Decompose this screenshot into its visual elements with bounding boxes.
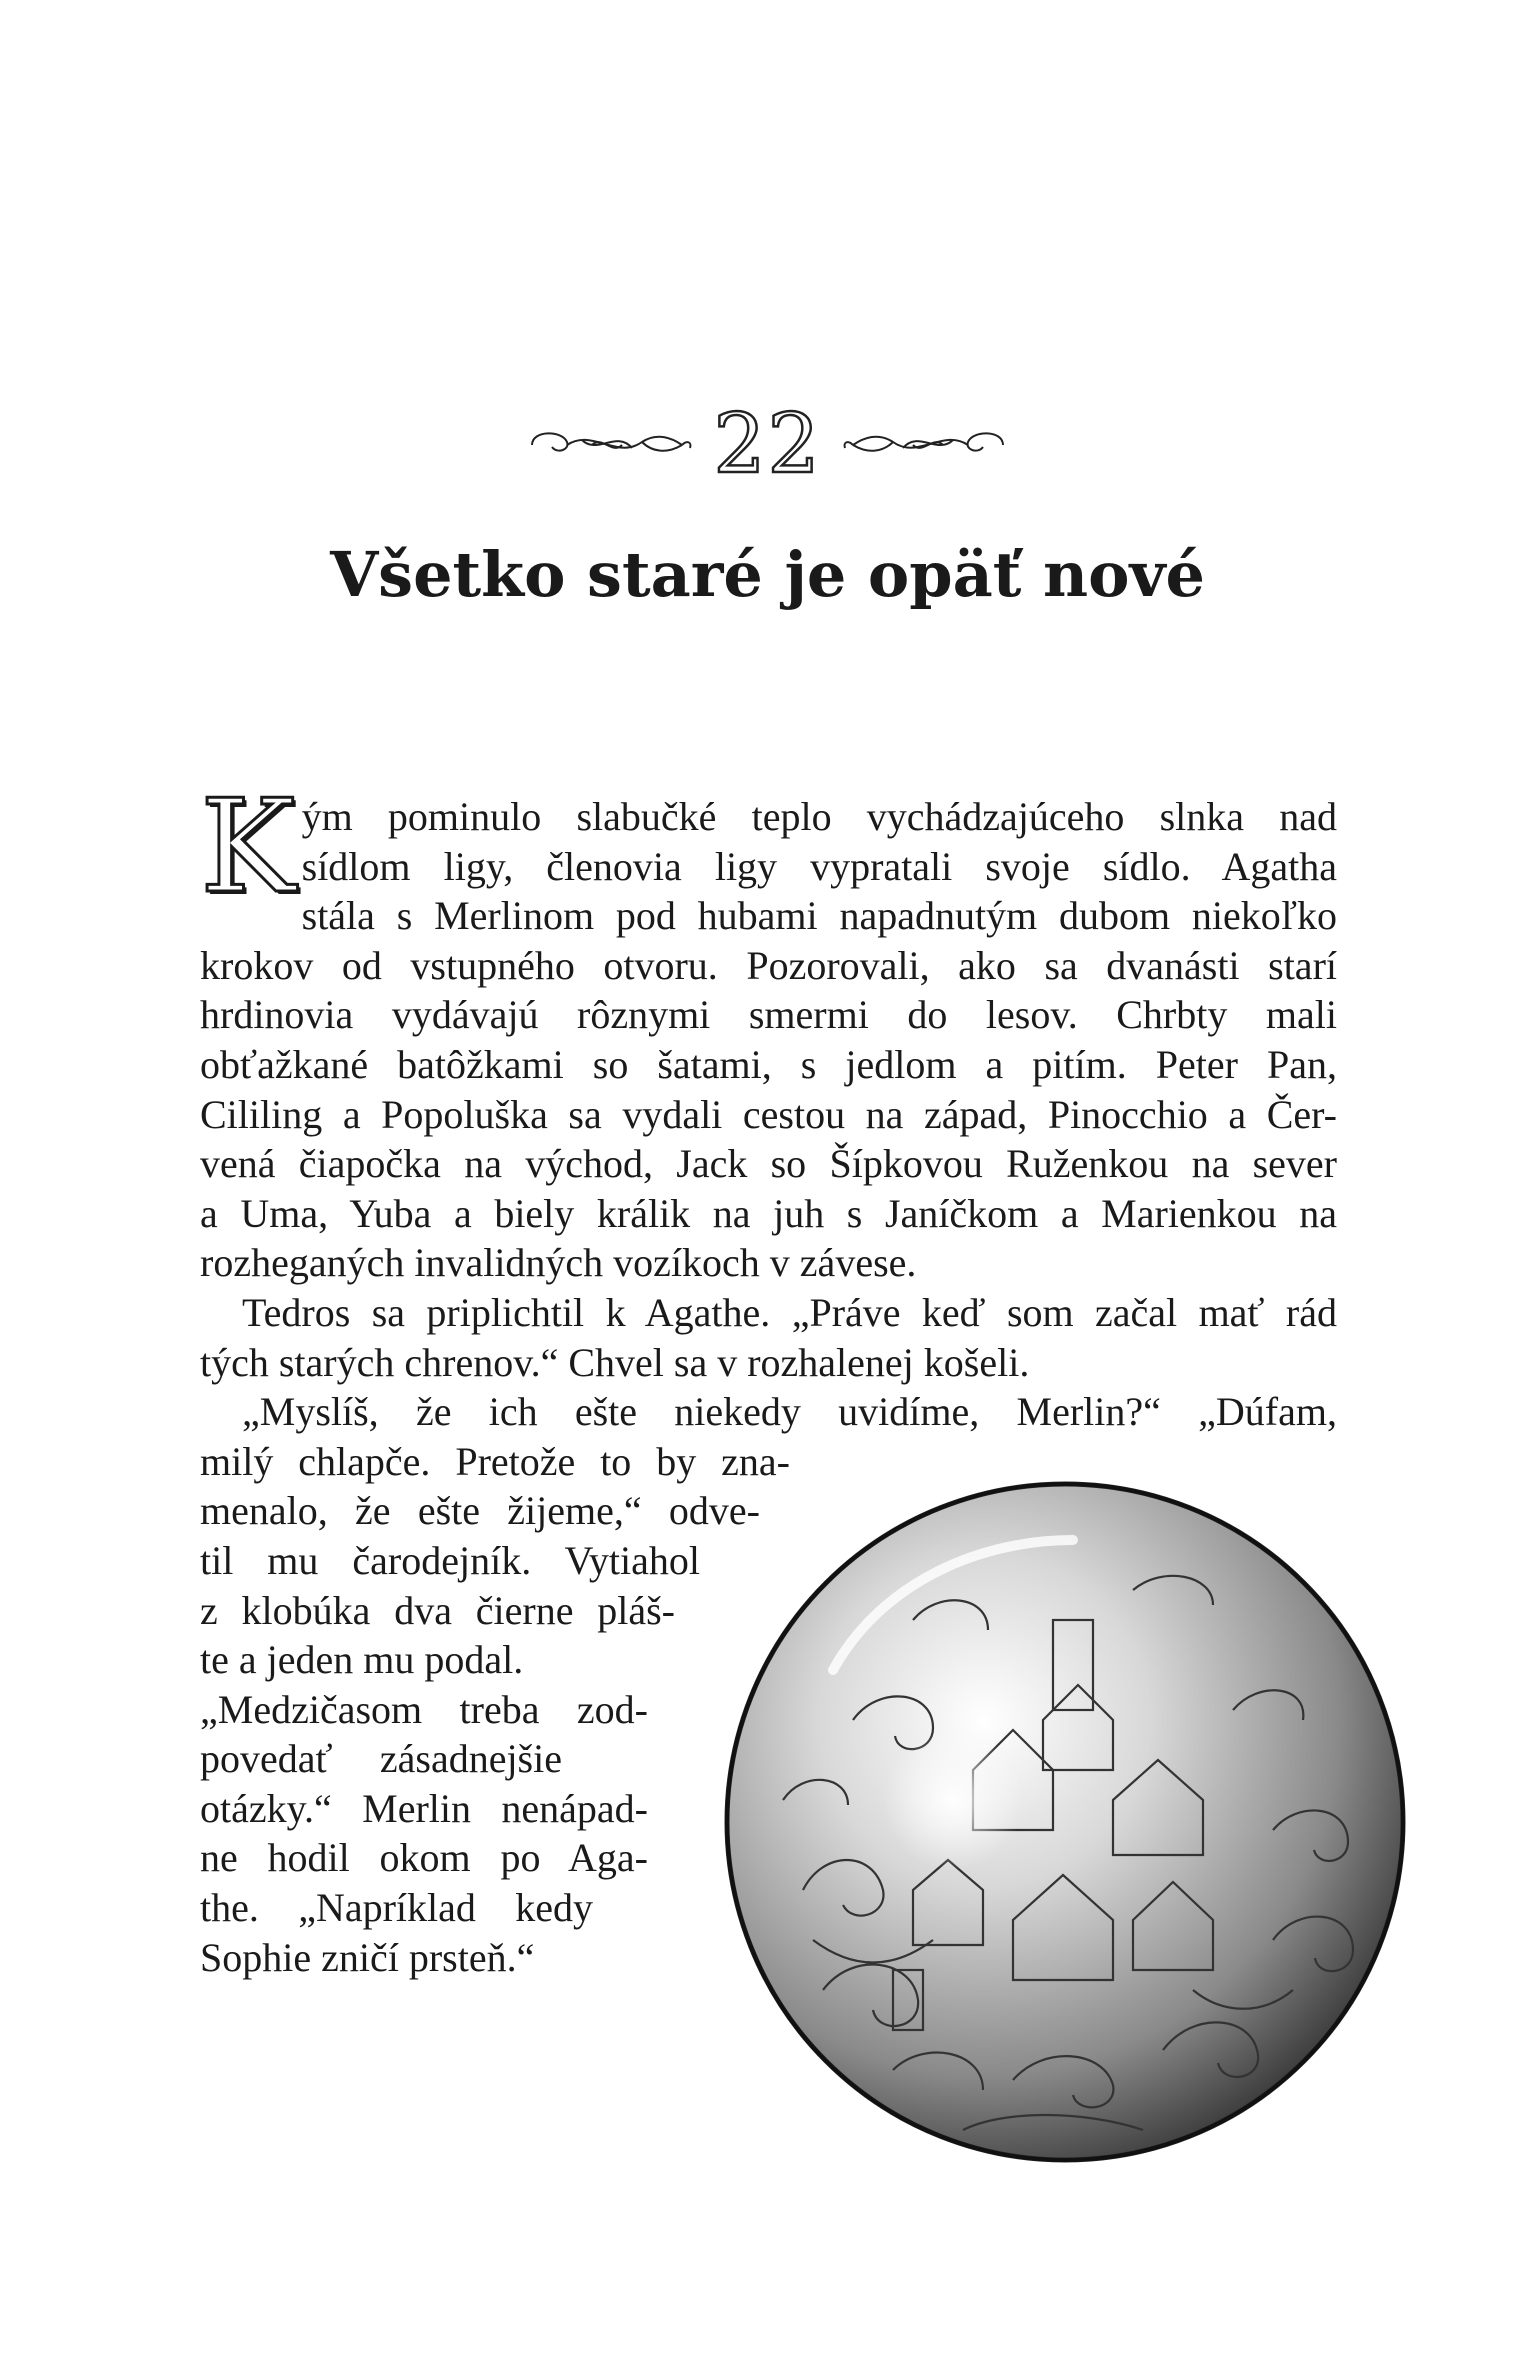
text-line: rozheganých invalidných vozíkoch v závese. — [200, 1240, 917, 1286]
text-line: ým pominulo slabučké teplo vychádzajúceho slnka nad — [301, 794, 1337, 839]
text-line: krokov od vstupného otvoru. Pozorovali, ako sa dvanásti starí — [200, 942, 1337, 988]
chapter-title: Všetko staré je opäť nové — [330, 538, 1205, 611]
wrapped-lines — [200, 1437, 790, 1983]
text-line: te a jeden mu podal. — [200, 1637, 524, 1683]
text-line: tých starých chrenov.“ Chvel sa v rozhalenej košeli. — [200, 1339, 1030, 1385]
left-flourish-icon — [522, 420, 697, 470]
text-line: stála s Merlinom pod hubami napadnutým dubom niekoľko — [301, 893, 1337, 939]
text-line: obťažkané batôžkami so šatami, s jedlom a pitím. Peter Pan, — [200, 1041, 1337, 1087]
text-line: vená čiapočka na východ, Jack so Šípkovou Ruženkou na sever — [200, 1141, 1337, 1187]
text-line: „Myslíš, že ich ešte niekedy uvidíme, Merlin?“ „Dúfam, — [242, 1389, 1337, 1435]
text-line: „Medzičasom treba zod- — [200, 1686, 648, 1732]
dropcap-lines — [302, 792, 1337, 891]
text-line: the. „Napríklad kedy — [200, 1885, 593, 1931]
chapter-heading — [0, 397, 1535, 492]
text-line: otázky.“ Merlin nenápad- — [200, 1785, 648, 1831]
drop-cap: K — [200, 773, 296, 922]
text-line: hrdinovia vydávajú rôznymi smermi do lesov. Chrbty mali — [200, 992, 1337, 1038]
text-line: sídlom ligy, členovia ligy vypratali svoje sídlo. Agatha — [301, 843, 1337, 889]
text-line: menalo, že ešte žijeme,“ odve- — [200, 1488, 760, 1534]
text-line: Cililing a Popoluška sa vydali cestou na západ, Pinocchio a Čer- — [200, 1091, 1337, 1137]
paragraph — [200, 1288, 1337, 1387]
text-line: z klobúka dva čierne pláš- — [200, 1587, 675, 1633]
text-line: til mu čarodejník. Vytiahol — [200, 1537, 700, 1583]
paragraph — [200, 773, 1337, 1288]
text-line: Tedros sa priplichtil k Agathe. „Práve keď som začal mať rád — [242, 1289, 1337, 1335]
text-line: ne hodil okom po Aga- — [200, 1835, 648, 1881]
chapter-number: 22 — [713, 397, 822, 492]
text-line: a Uma, Yuba a biely králik na juh s Janíčkom a Marienkou na — [200, 1190, 1337, 1236]
text-line: milý chlapče. Pretože to by zna- — [200, 1438, 790, 1484]
text-line: povedať zásadnejšie — [200, 1736, 562, 1782]
crystal-ball-icon — [713, 1470, 1418, 2175]
right-flourish-icon — [838, 420, 1013, 470]
text-line: Sophie zničí prsteň.“ — [200, 1934, 535, 1980]
